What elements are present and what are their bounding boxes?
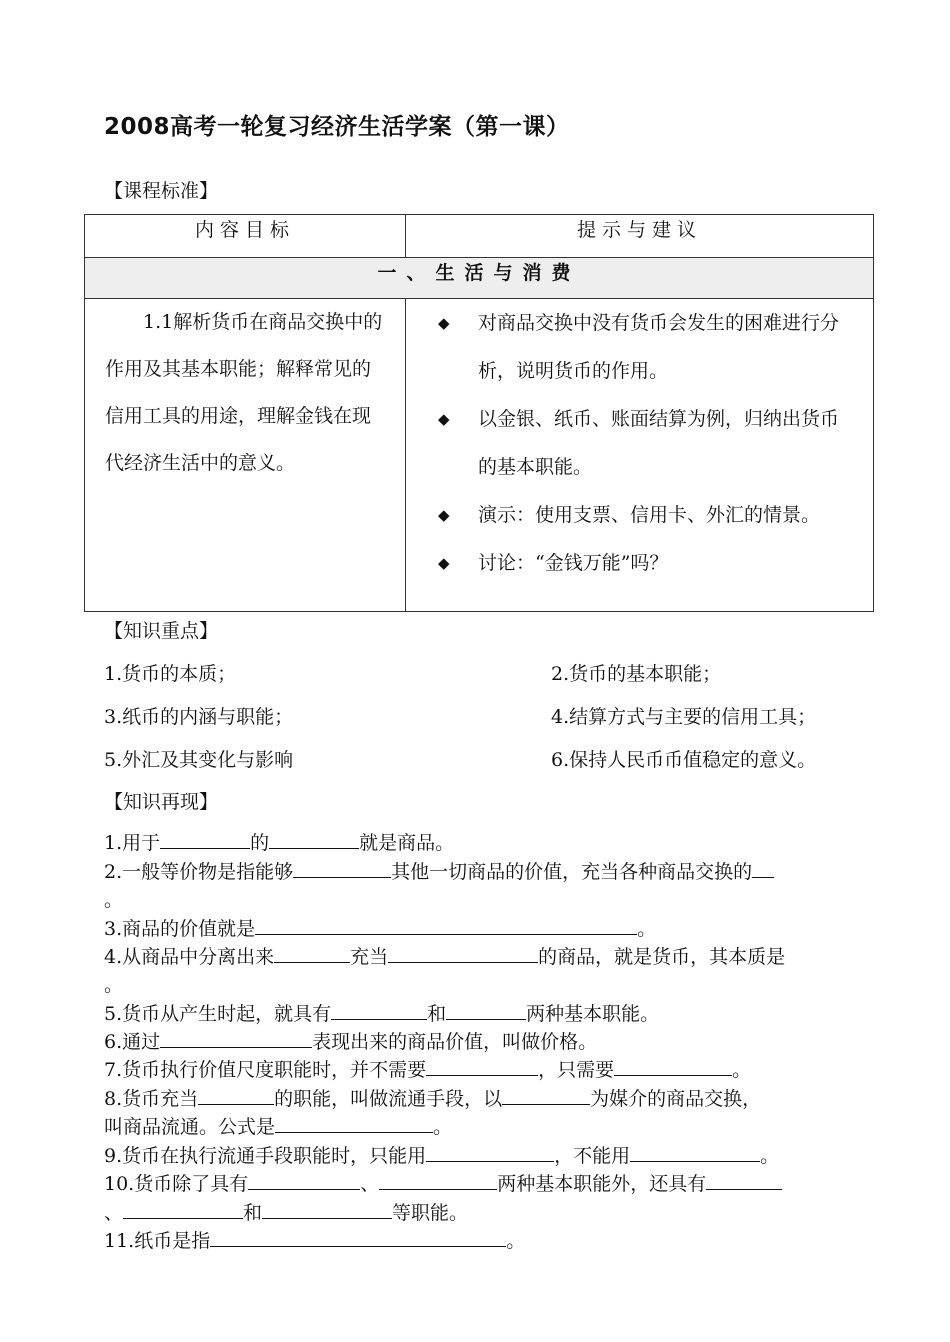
answer-blank[interactable]: [446, 1001, 526, 1020]
key-point-6: 6.保持人民币币值稳定的意义。: [551, 749, 817, 771]
answer-blank[interactable]: [426, 1143, 554, 1162]
key-point-5: 5.外汇及其变化与影响: [104, 749, 294, 771]
answer-blank[interactable]: [379, 1171, 497, 1190]
answer-blank[interactable]: [293, 859, 391, 878]
list-item: ◆ 对商品交换中没有货币会发生的困难进行分析，说明货币的作用。: [478, 299, 851, 395]
answer-blank[interactable]: [255, 916, 637, 935]
table-cell-suggestions: [406, 299, 874, 612]
answer-blank[interactable]: [275, 1114, 433, 1133]
answer-blank[interactable]: [614, 1057, 732, 1076]
answer-blank[interactable]: [752, 859, 774, 878]
question-5: 5.货币从产生时起，就具有 和 两种基本职能。: [104, 1003, 660, 1025]
table-header-suggestions: 提示与建议: [406, 215, 874, 258]
answer-blank[interactable]: [502, 1086, 590, 1105]
key-point-3: 3.纸币的内涵与职能；: [104, 706, 294, 728]
list-item: ◆ 讨论：“金钱万能”吗？: [478, 539, 851, 587]
question-4: 4.从商品中分离出来 充当 的商品，就是货币，其本质是: [104, 946, 786, 968]
answer-blank[interactable]: [123, 1200, 243, 1219]
question-8-cont: 叫商品流通。公式是 。: [104, 1116, 453, 1138]
question-7: 7.货币执行价值尺度职能时，并不需要 ，只需要 。: [104, 1059, 752, 1081]
table-cell-goal: [85, 299, 406, 612]
question-11: 11.纸币是指 。: [104, 1230, 526, 1252]
question-9: 9.货币在执行流通手段职能时，只能用 ，不能用 。: [104, 1145, 780, 1167]
question-3: 3.商品的价值就是 。: [104, 918, 657, 940]
question-2-end: 。: [104, 889, 124, 911]
answer-blank[interactable]: [210, 1228, 506, 1247]
question-10: 10.货币除了具有 、 两种基本职能外，还具有: [104, 1169, 782, 1196]
table-band-title: 一、生活与消费: [85, 258, 874, 299]
answer-blank[interactable]: [388, 944, 538, 963]
question-1: 1.用于 的 就是商品。: [104, 832, 455, 854]
question-8: 8.货币充当 的职能，叫做流通手段，以 为媒介的商品交换，: [104, 1088, 762, 1110]
section-heading-review: 【知识再现】: [104, 791, 219, 813]
list-item: ◆ 以金银、纸币、账面结算为例，归纳出货币的基本职能。: [478, 395, 851, 491]
question-6: 6.通过 表现出来的商品价值，叫做价格。: [104, 1031, 598, 1053]
goal-text: 1.1解析货币在商品交换中的作用及其基本职能；解释常见的信用工具的用途，理解金钱在现代经济生活中的意义。: [105, 311, 383, 474]
question-2: 2.一般等价物是指能够 其他一切商品的价值，充当各种商品交换的: [104, 857, 774, 884]
section-heading-standard: 【课程标准】: [104, 180, 219, 202]
key-point-2: 2.货币的基本职能；: [551, 663, 722, 685]
key-point-1: 1.货币的本质；: [104, 663, 237, 685]
question-10-cont: 、 和 等职能。: [104, 1202, 469, 1224]
key-point-4: 4.结算方式与主要的信用工具；: [551, 706, 817, 728]
answer-blank[interactable]: [630, 1143, 760, 1162]
section-heading-key-points: 【知识重点】: [104, 620, 219, 642]
answer-blank[interactable]: [262, 1200, 392, 1219]
question-4-end: 。: [104, 974, 124, 996]
answer-blank[interactable]: [248, 1171, 360, 1190]
answer-blank[interactable]: [160, 1029, 312, 1048]
answer-blank[interactable]: [426, 1057, 538, 1076]
table-header-content-goal: 内容目标: [85, 215, 406, 258]
suggestion-list: [406, 299, 873, 587]
answer-blank[interactable]: [331, 1001, 427, 1020]
answer-blank[interactable]: [269, 830, 359, 849]
answer-blank[interactable]: [198, 1086, 274, 1105]
answer-blank[interactable]: [160, 830, 250, 849]
list-item: ◆ 演示：使用支票、信用卡、外汇的情景。: [478, 491, 851, 539]
page-title: 2008高考一轮复习经济生活学案（第一课）: [104, 114, 570, 140]
answer-blank[interactable]: [274, 944, 350, 963]
curriculum-table: [84, 214, 874, 612]
answer-blank[interactable]: [706, 1171, 782, 1190]
